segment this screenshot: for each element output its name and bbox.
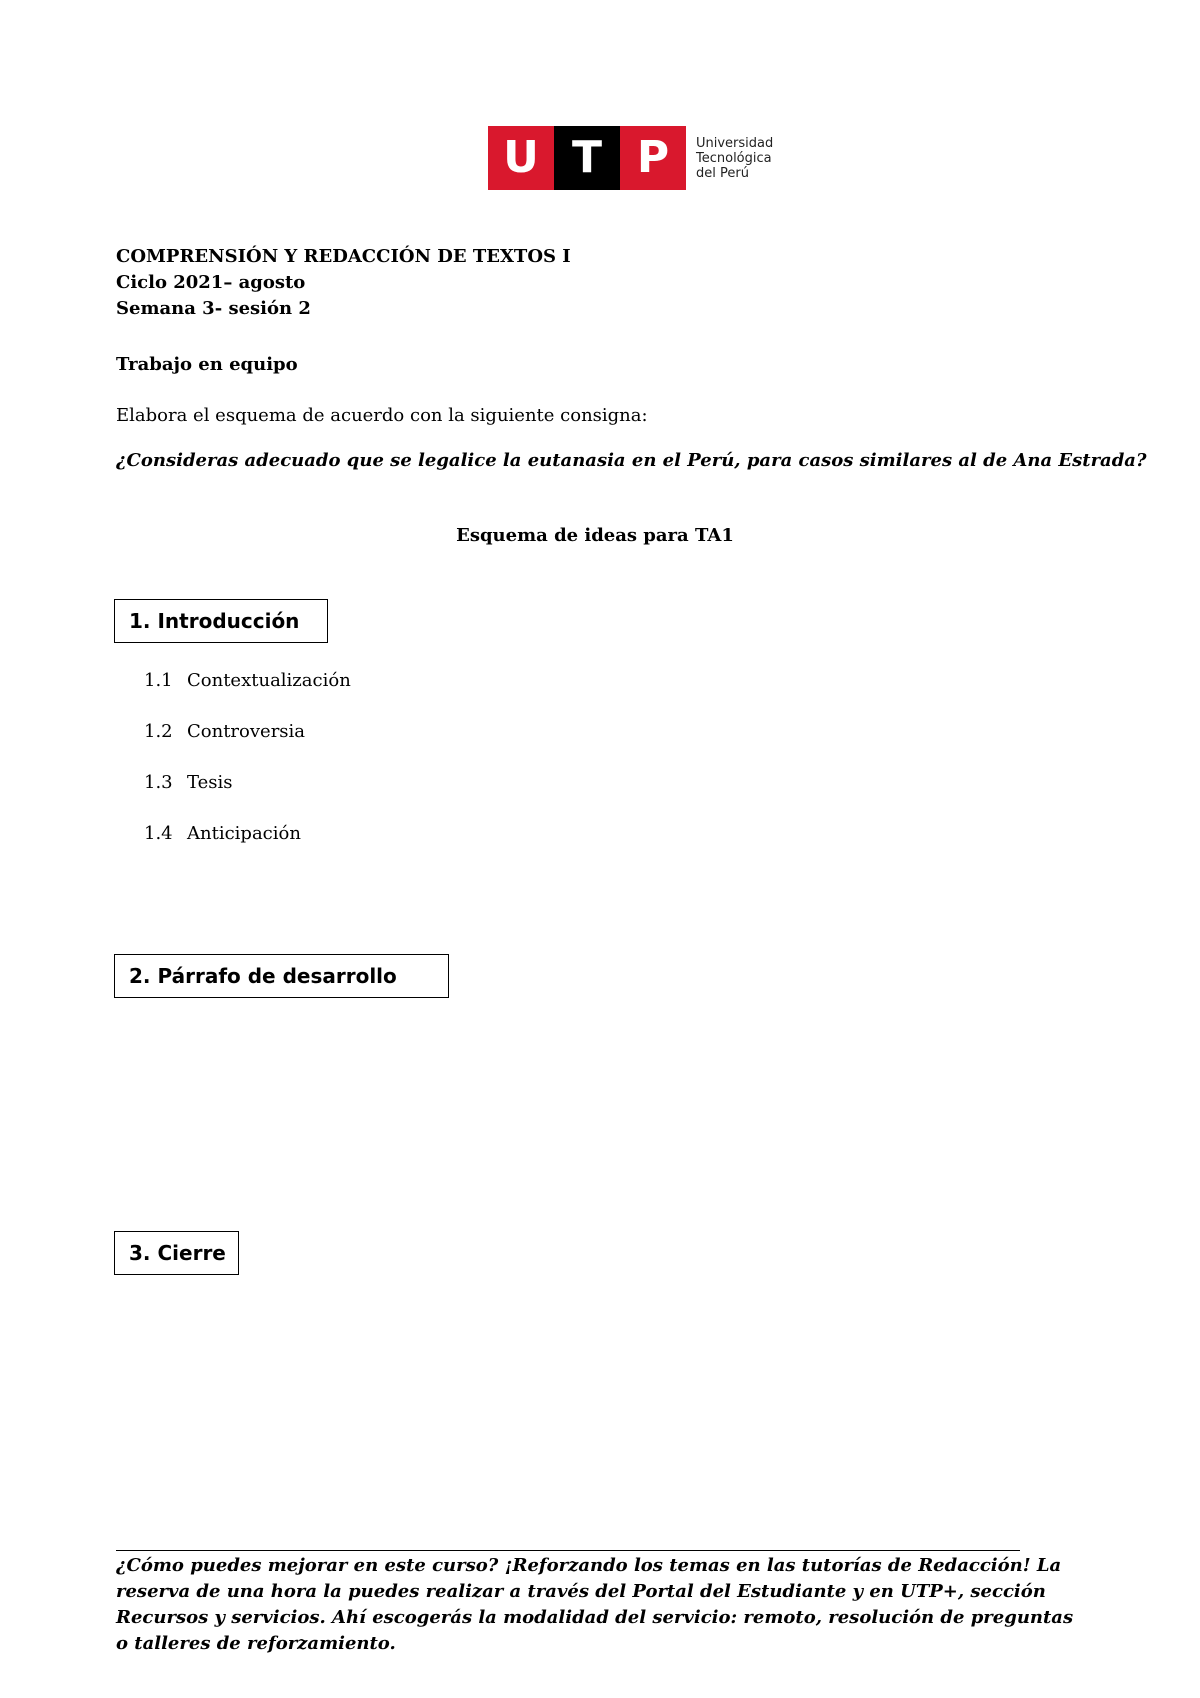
list-item [144, 670, 351, 721]
team-work-label: Trabajo en equipo [116, 354, 298, 375]
list-item [144, 721, 351, 772]
logo-letter-u: U [488, 126, 554, 190]
list-item [144, 772, 351, 823]
logo-line-3: del Perú [696, 165, 749, 181]
outline-title: Esquema de ideas para TA1 [456, 525, 734, 546]
list-item-number: 1.2 [144, 721, 173, 742]
list-item-number: 1.3 [144, 772, 173, 793]
section-development-box: 2. Párrafo de desarrollo [114, 954, 449, 998]
footer-note: ¿Cómo puedes mejorar en este curso? ¡Reforzando los temas en las tutorías de Redacción! La reserva de una hora la puedes realizar a través del Portal del Estudiante y en UTP+, sección Recursos y servicios. Ahí escogerás la modalidad del servicio: remoto, resolución de preguntas o talleres de reforzamiento. [116, 1555, 1074, 1654]
logo-line-2: Tecnológica [696, 150, 772, 166]
introduction-list [144, 670, 351, 874]
instruction-text: Elabora el esquema de acuerdo con la siguiente consigna: [116, 405, 648, 426]
list-item [144, 823, 351, 874]
utp-logo [488, 126, 773, 190]
list-item-number: 1.4 [144, 823, 173, 844]
logo-letter-t: T [554, 126, 620, 190]
list-item-text: Anticipación [187, 823, 301, 844]
course-title: COMPRENSIÓN Y REDACCIÓN DE TEXTOS I [116, 246, 571, 267]
list-item-number: 1.1 [144, 670, 173, 691]
prompt-question: ¿Consideras adecuado que se legalice la eutanasia en el Perú, para casos similares al de Ana Estrada? [116, 450, 1147, 471]
footer-divider [116, 1550, 1020, 1551]
section-closing-box: 3. Cierre [114, 1231, 239, 1275]
list-item-text: Controversia [187, 721, 306, 742]
list-item-text: Contextualización [187, 670, 351, 691]
list-item-text: Tesis [187, 772, 233, 793]
logo-letter-p: P [620, 126, 686, 190]
section-introduction-box: 1. Introducción [114, 599, 328, 643]
logo-line-1: Universidad [696, 135, 774, 151]
week-label: Semana 3- sesión 2 [116, 298, 311, 319]
cycle-label: Ciclo 2021– agosto [116, 272, 306, 293]
logo-wordmark [696, 136, 773, 181]
